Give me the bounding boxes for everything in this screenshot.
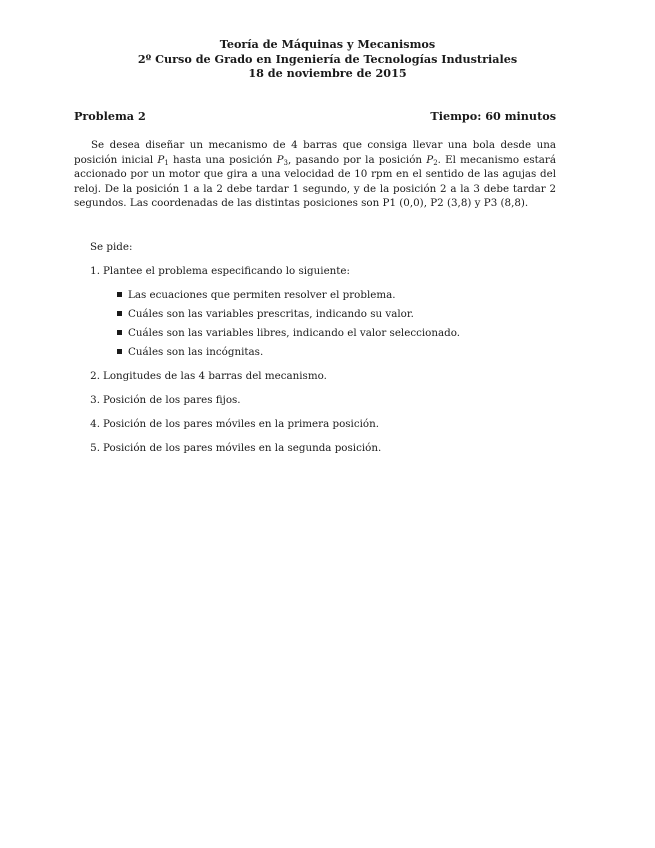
sub-item-text: Las ecuaciones que permiten resolver el problema. (128, 289, 396, 301)
list-item (86, 393, 556, 407)
course-degree: 2º Curso de Grado en Ingeniería de Tecnologías Industriales (137, 51, 518, 66)
position-p1: P (157, 153, 165, 166)
question-list (86, 264, 556, 455)
position-p1-subscript: 1 (164, 158, 169, 167)
problem-title: Problema 2 (74, 109, 146, 123)
statement-text-2: hasta una posición (168, 153, 277, 166)
sub-list-item (86, 326, 556, 345)
position-p2: P (426, 153, 434, 166)
sub-list-item (86, 288, 556, 307)
item-number: 3. (90, 394, 100, 406)
item-number: 4. (90, 418, 100, 430)
exam-date: 18 de noviembre de 2015 (248, 66, 407, 80)
position-p2-subscript: 2 (433, 158, 438, 167)
item-number: 5. (90, 442, 100, 454)
sub-list-item (86, 307, 556, 326)
square-bullet-icon (117, 311, 122, 316)
problem-statement (74, 138, 556, 211)
square-bullet-icon (117, 330, 122, 335)
sub-list-item (86, 345, 556, 364)
problem-time: Tiempo: 60 minutos (430, 109, 556, 123)
item-text: Posición de los pares fijos. (103, 394, 241, 406)
statement-text-1: Se desea diseñar un mecanismo de 4 barras que consiga llevar una bola desde una posición inicial (74, 139, 556, 166)
sub-item-text: Cuáles son las variables prescritas, indicando su valor. (128, 308, 414, 320)
position-p3-subscript: 3 (283, 158, 288, 167)
sub-list (86, 288, 556, 364)
course-title: Teoría de Máquinas y Mecanismos (219, 37, 436, 51)
item-text: Posición de los pares móviles en la segunda posición. (103, 442, 382, 454)
list-item (86, 264, 556, 278)
sub-item-text: Cuáles son las incógnitas. (128, 346, 264, 358)
statement-text-4: . El mecanismo estará accionado por un motor que gira a una velocidad de 10 rpm en el sentido de las agujas del reloj. De la posición 1 a la 2 debe tardar 1 segundo, y de la posición 2 a la 3 debe tardar 2 segundos. Las coordenadas de las distintas posiciones son P1 (0,0), P2 (3,8) y P3 (8,8). (74, 153, 556, 209)
statement-text-3: , pasando por la posición (287, 153, 427, 166)
list-item (86, 417, 556, 431)
list-item (86, 369, 556, 383)
item-text: Longitudes de las 4 barras del mecanismo. (103, 370, 327, 382)
square-bullet-icon (117, 292, 122, 297)
item-text: Plantee el problema especificando lo siguiente: (103, 265, 350, 277)
square-bullet-icon (117, 349, 122, 354)
item-text: Posición de los pares móviles en la primera posición. (103, 418, 380, 430)
item-number: 2. (90, 370, 100, 382)
position-p3: P (276, 153, 284, 166)
sub-item-text: Cuáles son las variables libres, indicando el valor seleccionado. (128, 327, 460, 339)
item-number: 1. (90, 265, 100, 277)
exam-header (0, 37, 655, 81)
list-item (86, 441, 556, 455)
se-pide-label: Se pide: (90, 241, 133, 253)
